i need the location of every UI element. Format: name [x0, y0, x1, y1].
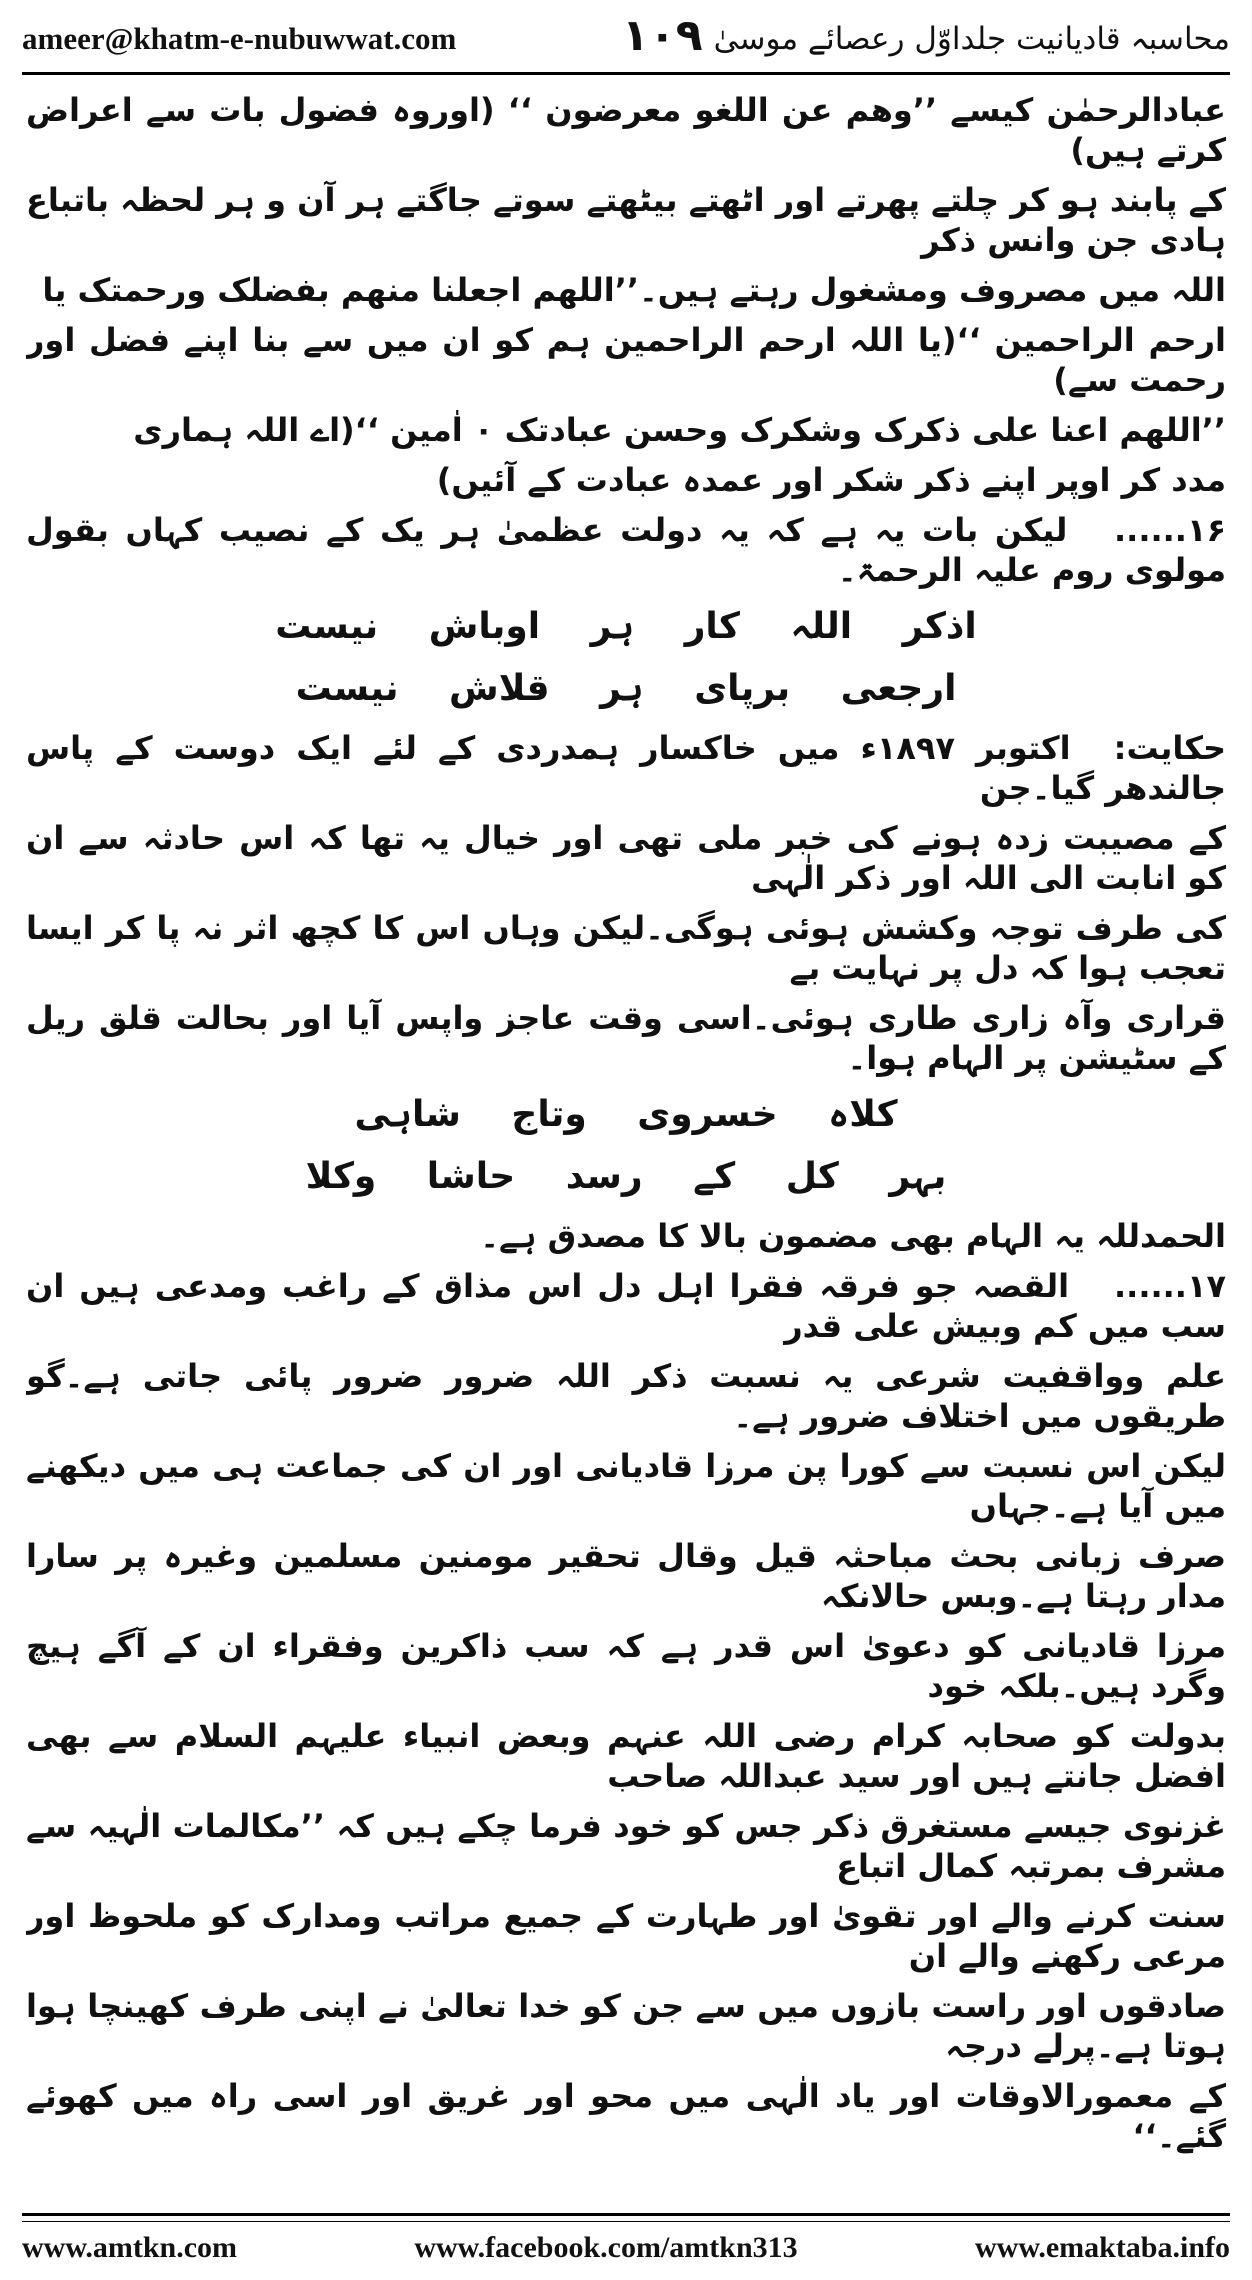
- footer-link-emaktaba[interactable]: www.emaktaba.info: [974, 2231, 1230, 2264]
- text-line: کے پابند ہو کر چلتے پھرتے اور اٹھتے بیٹھتے سوتے جاگتے ہر آن و ہر لحظہ باتباع ہادی جن وانس ذکر: [26, 181, 1226, 259]
- paragraph-number: ۱۶......: [1114, 511, 1226, 549]
- text-line: مدد کر اوپر اپنے ذکر شکر اور عمدہ عبادت کے آئیں): [436, 461, 1226, 499]
- paragraph-text: القصہ جو فرقہ فقرا اہل دل اس مذاق کے راغب ومدعی ہیں ان سب میں کم وبیش علی قدر: [26, 1267, 1226, 1345]
- text-line: اللہ میں مصروف ومشغول رہتے ہیں۔’’اللھم اجعلنا منھم بفضلک ورحمتک یا: [42, 271, 1226, 309]
- text-line: علم وواقفیت شرعی یہ نسبت ذکر اللہ ضرور ضرور پائی جاتی ہے۔گو طریقوں میں اختلاف ضرور ہے۔: [26, 1357, 1226, 1435]
- text-line: بدولت کو صحابہ کرام رضی اللہ عنہم وبعض انبیاء علیہم السلام سے بھی افضل جانتے ہیں اور سید عبداللہ صاحب: [26, 1717, 1226, 1795]
- text-line: سنت کرنے والے اور تقویٰ اور طہارت کے جمیع مراتب ومدارک کو ملحوظ اور مرعی رکھنے والے ان: [26, 1897, 1226, 1975]
- paragraph-number: ۱۷......: [1114, 1267, 1226, 1305]
- text-line: الحمدللہ یہ الہام بھی مضمون بالا کا مصدق ہے۔: [480, 1217, 1226, 1255]
- anecdote-label: حکایت:: [1113, 729, 1226, 767]
- text-line: ارحم الراحمین ‘‘(یا اللہ ارحم الراحمین ہم کو ان میں سے بنا اپنے فضل اور رحمت سے): [26, 321, 1226, 399]
- footer-link-amtkn[interactable]: www.amtkn.com: [22, 2231, 237, 2264]
- text-line: کے معمورالاوقات اور یاد الٰہی میں محو اور غریق اور اسی راہ میں کھوئے گئے۔‘‘: [26, 2077, 1226, 2155]
- header-rule: [22, 72, 1230, 75]
- anecdote-text: اکتوبر ۱۸۹۷ء میں خاکسار ہمدردی کے لئے ایک دوست کے پاس جالندھر گیا۔جن: [26, 729, 1226, 807]
- text-line: غزنوی جیسے مستغرق ذکر جس کو خود فرما چکے ہیں کہ ’’مکالمات الٰہیہ سے مشرف بمرتبہ کمال اتباع: [26, 1807, 1226, 1885]
- text-line: قراری وآہ زاری طاری ہوئی۔اسی وقت عاجز واپس آیا اور بحالت قلق ریل کے سٹیشن پر الہام ہوا۔: [26, 999, 1226, 1077]
- footer-rule-thin: [22, 2221, 1230, 2222]
- page-footer: [22, 2226, 1230, 2270]
- paragraph-17: [26, 1266, 1226, 1346]
- page-number: ۱۰۹: [622, 10, 703, 61]
- paragraph-text: لیکن بات یہ ہے کہ یہ دولت عظمیٰ ہر یک کے نصیب کہاں بقول مولوی روم علیہ الرحمۃ۔: [26, 511, 1226, 589]
- verse-line: بہر کل کے رسد حاشا وکلا: [305, 1156, 947, 1197]
- text-line: صادقوں اور راست بازوں میں سے جن کو خدا تعالیٰ نے اپنی طرف کھینچا ہوا ہوتا ہے۔پرلے درجہ: [26, 1987, 1226, 2065]
- text-line: لیکن اس نسبت سے کورا پن مرزا قادیانی اور ان کی جماعت ہی میں دیکھنے میں آیا ہے۔جہاں: [26, 1447, 1226, 1525]
- anecdote-first-line: [26, 728, 1226, 808]
- header-email: ameer@khatm-e-nubuwwat.com: [22, 21, 457, 56]
- paragraph-16: [26, 510, 1226, 590]
- verse-line: ارجعی برپای ہر قلاش نیست: [295, 668, 957, 709]
- page-body: [26, 90, 1226, 2190]
- text-line: ’’اللھم اعنا علی ذکرک وشکرک وحسن عبادتک ۰ اٰمین ‘‘(اے اللہ ہماری: [133, 411, 1226, 449]
- footer-rule: [22, 2213, 1230, 2216]
- page-header: [22, 8, 1230, 70]
- verse-line: کلاہ خسروی وتاج شاہی: [354, 1094, 898, 1135]
- text-line: کے مصیبت زدہ ہونے کی خبر ملی تھی اور خیال یہ تھا کہ اس حادثہ سے ان کو انابت الی اللہ اور ذکر الٰہی: [26, 819, 1226, 897]
- text-line: مرزا قادیانی کو دعویٰ اس قدر ہے کہ سب ذاکرین وفقراء ان کے آگے ہیچ وگرد ہیں۔بلکہ خود: [26, 1627, 1226, 1705]
- verse-line: اذکر اللہ کار ہر اوباش نیست: [275, 606, 977, 647]
- footer-link-facebook[interactable]: www.facebook.com/amtkn313: [414, 2231, 798, 2264]
- text-line: صرف زبانی بحث مباحثہ قیل وقال تحقیر مومنین مسلمین وغیرہ پر سارا مدار رہتا ہے۔وبس حالانکہ: [26, 1537, 1226, 1615]
- text-line: کی طرف توجہ وکشش ہوئی ہوگی۔لیکن وہاں اس کا کچھ اثر نہ پا کر ایسا تعجب ہوا کہ دل پر نہایت بے: [26, 909, 1226, 987]
- book-title: محاسبہ قادیانیت جلداوّل رعصائے موسیٰ: [713, 21, 1230, 57]
- text-line: عبادالرحمٰن کیسے ’’وھم عن اللغو معرضون ‘‘ (اوروہ فضول بات سے اعراض کرتے ہیں): [26, 91, 1226, 169]
